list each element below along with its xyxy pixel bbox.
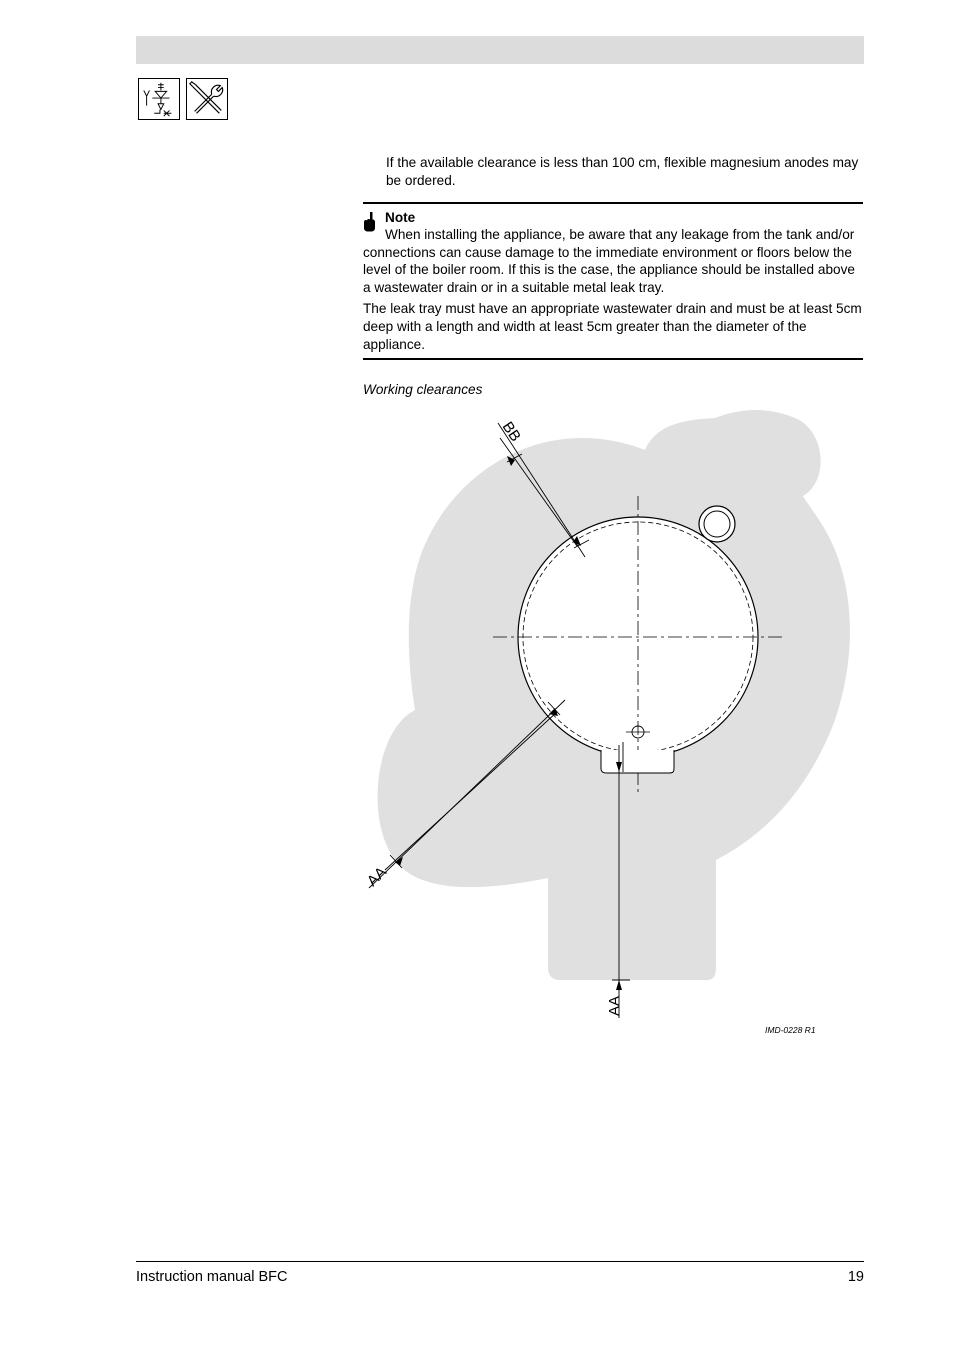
note-paragraph: The leak tray must have an appropriate wastewater drain and must be at least 5cm deep with a length and width at least 5cm greater than the diameter of the appliance. xyxy=(363,301,862,352)
note-body xyxy=(363,226,863,357)
note-title: Note xyxy=(385,210,416,225)
page-number: 19 xyxy=(847,1269,864,1285)
header-bar xyxy=(136,36,864,64)
valve-schematic-icon xyxy=(138,78,180,120)
tools-icon xyxy=(186,78,228,120)
bottom-tab xyxy=(601,750,674,773)
aa-left-label: AA xyxy=(363,863,390,890)
note-bottom-rule xyxy=(363,358,863,360)
figure-caption: Working clearances xyxy=(363,382,483,397)
note-top-rule xyxy=(363,202,863,204)
working-clearances-figure xyxy=(355,400,865,1045)
footer-rule xyxy=(136,1261,864,1262)
intro-paragraph: If the available clearance is less than 100 cm, flexible magnesium anodes may be ordered. xyxy=(386,155,859,188)
note-paragraph: When installing the appliance, be aware that any leakage from the tank and/or connections can cause damage to the immediate environment or floors below the level of the boiler room. If this is the case, the appliance should be installed above a wastewater drain or in a suitable metal leak tray. xyxy=(363,227,855,295)
aa-bottom-arrow-bottom xyxy=(616,980,622,990)
footer-title: Instruction manual BFC xyxy=(136,1269,288,1285)
aa-bottom-label: AA xyxy=(606,995,623,1016)
figure-code: IMD-0228 R1 xyxy=(765,1025,816,1035)
bb-label: BB xyxy=(498,418,524,445)
connection-inner xyxy=(704,511,730,537)
